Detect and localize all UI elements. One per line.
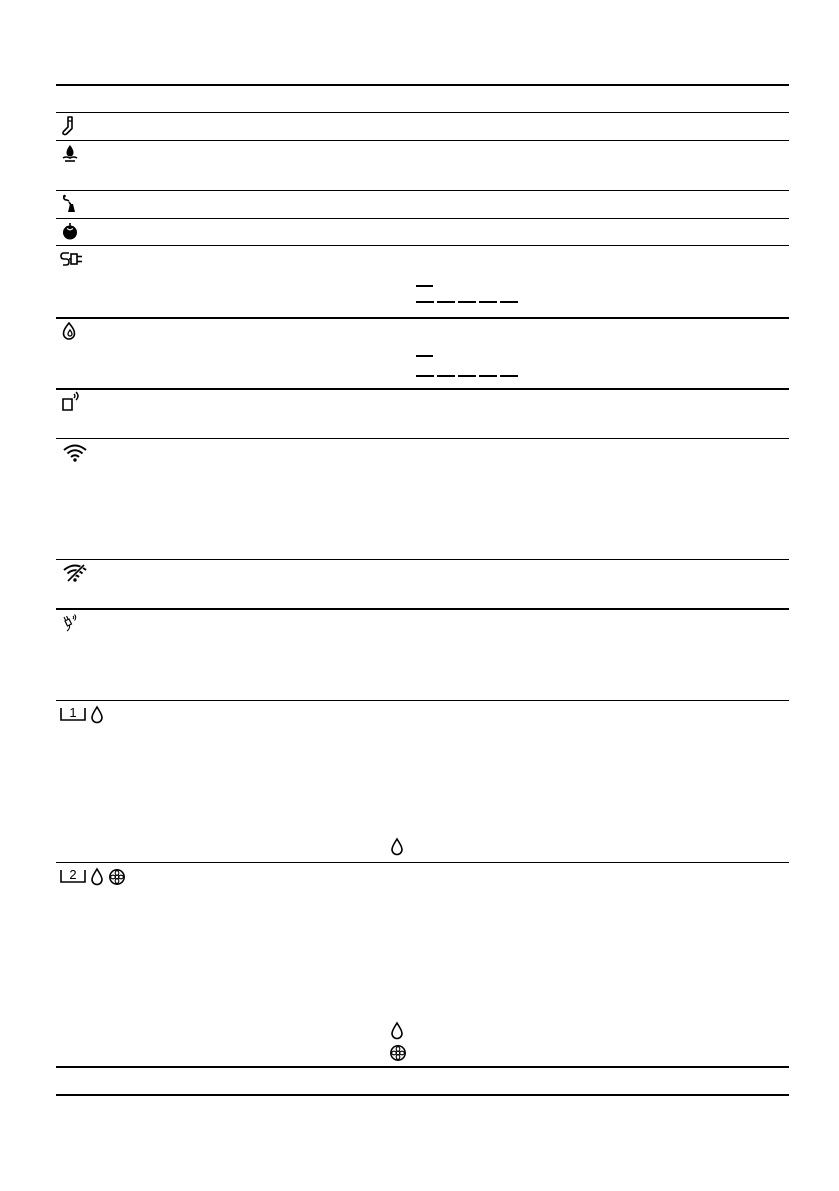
flower-icon [389, 1044, 407, 1062]
compartment-1-icon [59, 704, 89, 724]
row-divider [56, 700, 789, 701]
display-short-dash [416, 355, 433, 357]
display-long-dash [416, 375, 519, 377]
drop-on-hand-icon [62, 144, 78, 164]
compartment-2-icon [59, 866, 89, 886]
plug-icon [60, 249, 84, 269]
row-divider [56, 190, 789, 191]
display-long-dash [416, 301, 519, 303]
water-drop-icon [60, 321, 78, 341]
display-short-dash [416, 285, 433, 287]
row-divider [56, 218, 789, 219]
sock-icon [61, 116, 75, 136]
table-bottom-rule [56, 1094, 789, 1096]
plug-signal-icon [62, 613, 78, 633]
compartment-number: 1 [69, 705, 77, 720]
drop-icon [390, 838, 404, 856]
header-bottom-rule [56, 112, 789, 113]
row-divider [56, 559, 789, 560]
wifi-icon [63, 444, 87, 462]
row-divider [56, 1066, 789, 1068]
row-divider [56, 245, 789, 246]
remote-start-icon [61, 393, 81, 413]
table-top-rule [56, 84, 789, 86]
flower-icon [108, 868, 126, 886]
row-divider [56, 140, 789, 141]
tomato-icon [61, 221, 79, 241]
wifi-off-icon [63, 564, 87, 582]
drop-icon [390, 1022, 404, 1040]
row-divider [56, 317, 789, 319]
compartment-number: 2 [69, 867, 77, 882]
row-divider [56, 862, 789, 863]
drop-icon [90, 868, 104, 886]
row-divider [56, 608, 789, 610]
tap-hose-icon [62, 194, 78, 214]
drop-icon [90, 706, 104, 724]
row-divider [56, 438, 789, 439]
row-divider [56, 388, 789, 390]
